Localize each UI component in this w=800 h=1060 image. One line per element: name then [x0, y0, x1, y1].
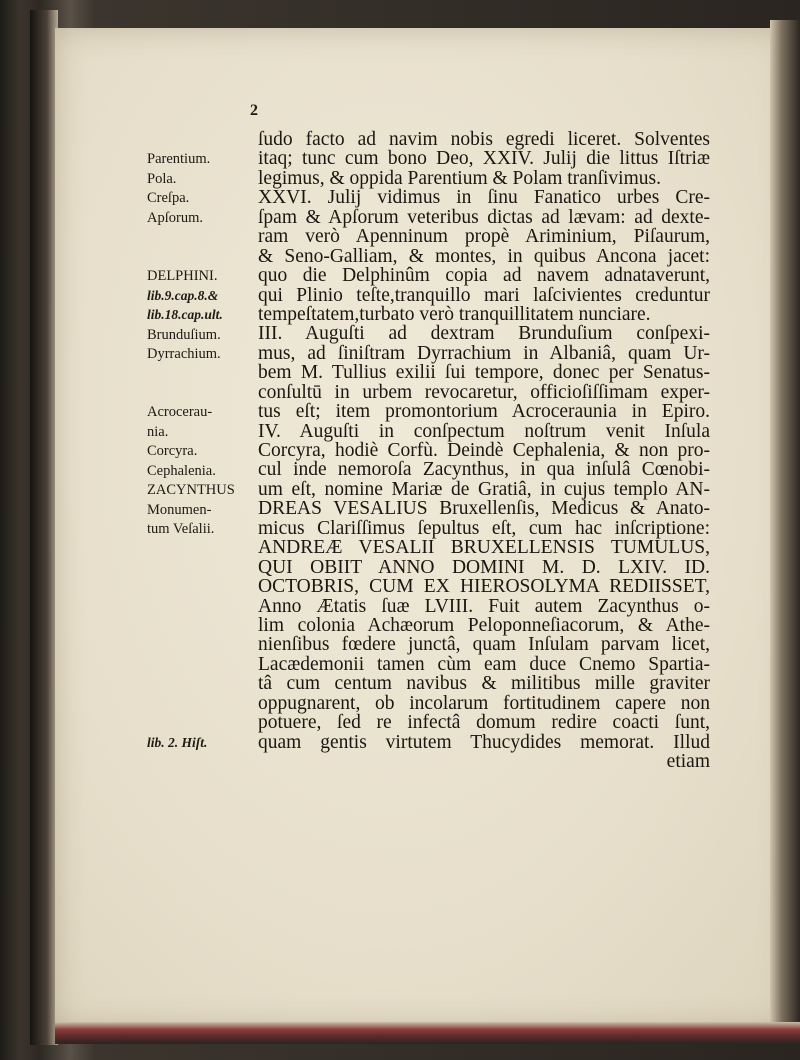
text-line: conſultū in urbem revocaretur, officioſiſſimam exper- [258, 381, 710, 403]
margin-note: Pola. [147, 170, 177, 187]
margin-note: Dyrrachium. [147, 345, 221, 362]
margin-note: Parentium. [147, 151, 211, 168]
text-line: Anno Ætatis ſuæ LVIII. Fuit autem Zacynthus o- [258, 595, 710, 617]
margin-note: DELPHINI. [147, 268, 218, 285]
margin-note: Creſpa. [147, 190, 190, 207]
margin-note: Brunduſium. [147, 326, 221, 343]
text-line: potuere, ſed re infectâ domum redire coacti ſunt, [258, 712, 710, 734]
text-line: itaq; tunc cum bono Deo, XXIV. Julij die littus Iſtriæ [258, 148, 710, 170]
margin-note: lib.18.cap.ult. [147, 307, 223, 323]
page-number: 2 [250, 102, 258, 119]
main-text-block [258, 130, 710, 771]
text-line: qui Plinio teſte,tranquillo mari laſcivientes creduntur [258, 284, 710, 306]
margin-note: Monumen- [147, 501, 212, 518]
margin-note: Cephalenia. [147, 462, 216, 479]
book-left-edge [30, 10, 58, 1045]
text-line: tempeſtatem,turbato verò tranquillitatem nunciare. [258, 303, 651, 325]
book-bottom-edge [55, 1022, 800, 1044]
text-line: legimus, & oppida Parentium & Polam tranſivimus. [258, 167, 661, 189]
text-line: bem M. Tullius exilii ſui tempore, donec per Senatus- [258, 362, 710, 384]
text-line: Corcyra, hodiè Corfù. Deindè Cephalenia, & non pro- [258, 440, 710, 461]
text-line: quam gentis virtutem Thucydides memorat. Illud [258, 731, 710, 753]
text-line: & Seno-Galliam, & montes, in quibus Ancona jacet: [258, 245, 710, 267]
text-line: mus, ad ſiniſtram Dyrrachium in Albaniâ, quam Ur- [258, 342, 710, 364]
text-line: IV. Auguſti in conſpectum noſtrum venit Inſula [258, 420, 710, 442]
text-line: etiam [666, 751, 710, 772]
text-line: um eſt, nomine Mariæ de Gratiâ, in cujus templo AN- [258, 478, 710, 500]
margin-note: lib. 2. Hiſt. [147, 734, 208, 750]
text-line: OCTOBRIS, CUM EX HIEROSOLYMA REDIISSET, [258, 576, 710, 598]
text-line: quo die Delphinûm copia ad navem adnataverunt, [258, 265, 710, 287]
text-line: III. Auguſti ad dextram Brunduſium conſpexi- [258, 323, 710, 345]
margin-note: Apſorum. [147, 209, 203, 226]
text-line: micus Clariſſimus ſepultus eſt, cum hac inſcriptione: [258, 517, 710, 539]
text-line: nienſibus fœdere junctâ, quam Inſulam parvam licet, [258, 634, 710, 656]
margin-note: Corcyra. [147, 443, 198, 460]
text-line: Lacædemonii tamen cùm eam duce Cnemo Spartia- [258, 653, 710, 675]
text-line: XXVI. Julij vidimus in ſinu Fanatico urbes Cre- [258, 187, 710, 209]
text-line: tâ cum centum navibus & militibus mille graviter [258, 673, 710, 695]
text-line: cul inde nemoroſa Zacynthus, in qua inſulâ Cœnobi- [258, 459, 710, 481]
text-line: ANDREÆ VESALII BRUXELLENSIS TUMULUS, [258, 537, 710, 559]
text-line: ſpam & Apſorum veteribus dictas ad lævam: ad dexte- [258, 206, 710, 228]
margin-note: Acrocerau- [147, 404, 213, 421]
text-line: QUI OBIIT ANNO DOMINI M. D. LXIV. ID. [258, 556, 710, 578]
text-line: tus eſt; item promontorium Acroceraunia in Epiro. [258, 401, 710, 423]
text-line: ram verò Apenninum propè Ariminium, Piſaurum, [258, 226, 710, 248]
text-line: ſudo facto ad navim nobis egredi liceret. Solventes [258, 129, 710, 150]
margin-note: ZACYNTHUS [147, 482, 235, 499]
margin-note: lib.9.cap.8.& [147, 287, 219, 303]
text-line: DREAS VESALIUS Bruxellenſis, Medicus & Anato- [258, 498, 710, 520]
text-line: lim colonia Achæorum Peloponneſiacorum, & Athe- [258, 614, 710, 636]
margin-note: nia. [147, 423, 169, 440]
margin-note: tum Veſalii. [147, 521, 215, 537]
text-line: oppugnarent, ob incolarum fortitudinem capere non [258, 692, 710, 714]
book-right-edge [770, 20, 800, 1030]
